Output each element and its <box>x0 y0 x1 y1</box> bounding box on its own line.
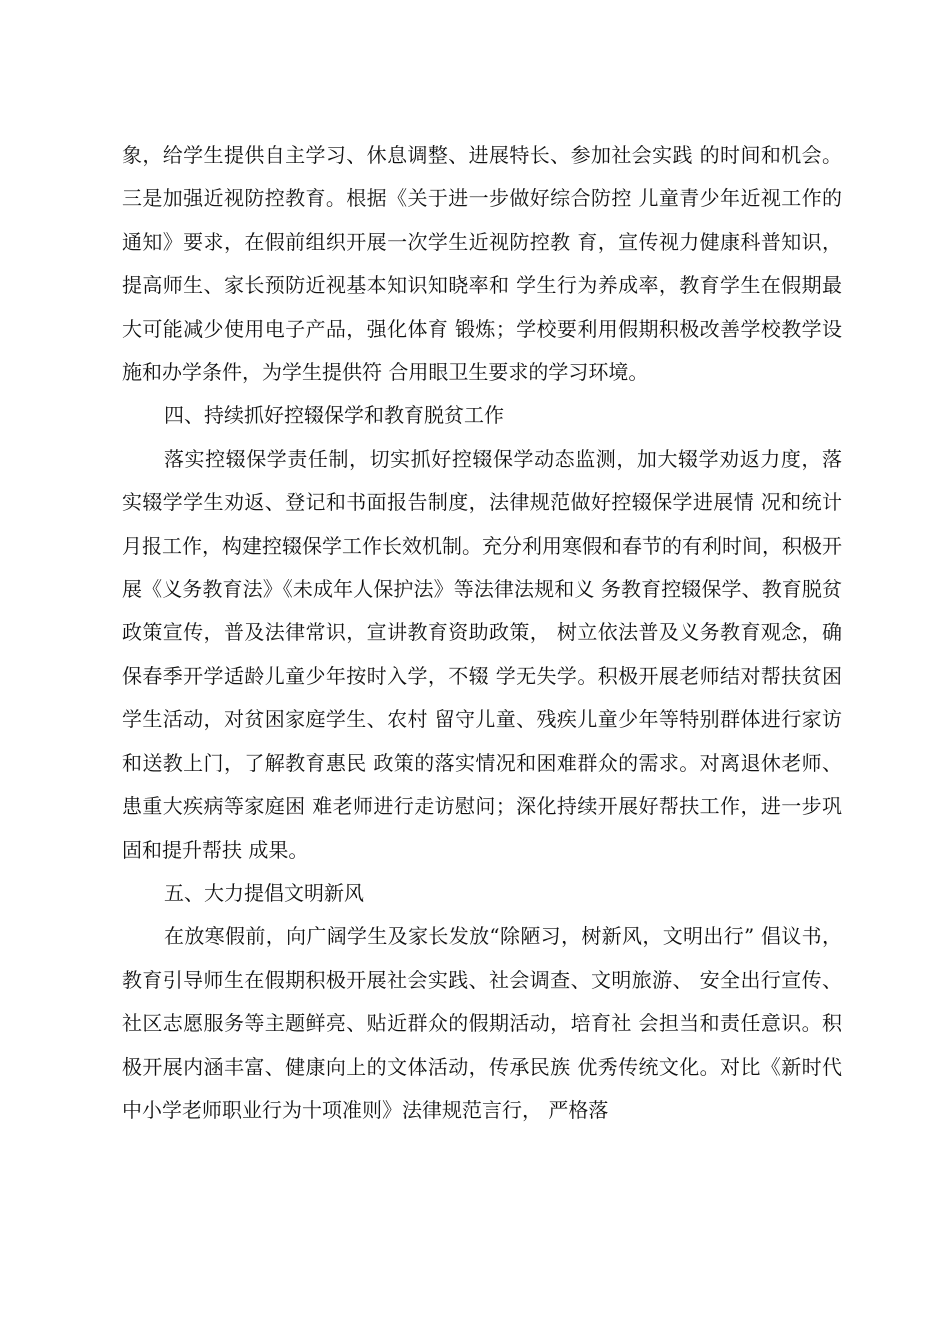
paragraph-continuation: 象，给学生提供自主学习、休息调整、进展特长、参加社会实践 的时间和机会。三是加强近视防控教育。根据《关于进一步做好综合防控 儿童青少年近视工作的通知》要求，在假前组织开展一次学生近视防控教 育，宣传视力健康科普知识，提高师生、家长预防近视基本知识知晓率和 学生行为养成率，教育学生在假期最大可能减少使用电子产品，强化体育 锻炼；学校要利用假期积极改善学校教学设施和办学条件，为学生提供符 合用眼卫生要求的学习环境。 <box>122 143 842 385</box>
section-heading-5: 五、大力提倡文明新风 <box>164 880 364 905</box>
document-page <box>122 134 842 1132</box>
paragraph-section-4: 落实控辍保学责任制，切实抓好控辍保学动态监测，加大辍学劝返力度，落实辍学学生劝返、登记和书面报告制度，法律规范做好控辍保学进展情 况和统计月报工作，构建控辍保学工作长效机制。充分利用寒假和春节的有利时间，积极开展《义务教育法》《未成年人保护法》等法律法规和义 务教育控辍保学、教育脱贫政策宣传，普及法律常识，宣讲教育资助政策， 树立依法普及义务教育观念，确保春季开学适龄儿童少年按时入学，不辍 学无失学。积极开展老师结对帮扶贫困学生活动，对贫困家庭学生、农村 留守儿童、残疾儿童少年等特别群体进行家访和送教上门，了解教育惠民 政策的落实情况和困难群众的需求。对离退休老师、患重大疾病等家庭困 难老师进行走访慰问；深化持续开展好帮扶工作，进一步巩固和提升帮扶 成果。 <box>122 446 842 862</box>
paragraph-section-5: 在放寒假前，向广阔学生及家长发放“除陋习，树新风，文明出行” 倡议书，教育引导师生在假期积极开展社会实践、社会调查、文明旅游、 安全出行宣传、社区志愿服务等主题鲜亮、贴近群众的假期活动，培育社 会担当和责任意识。积极开展内涵丰富、健康向上的文体活动，传承民族 优秀传统文化。对比《新时代中小学老师职业行为十项准则》法律规范言行， 严格落 <box>122 924 842 1122</box>
section-heading-4: 四、持续抓好控辍保学和教育脱贫工作 <box>164 403 504 428</box>
